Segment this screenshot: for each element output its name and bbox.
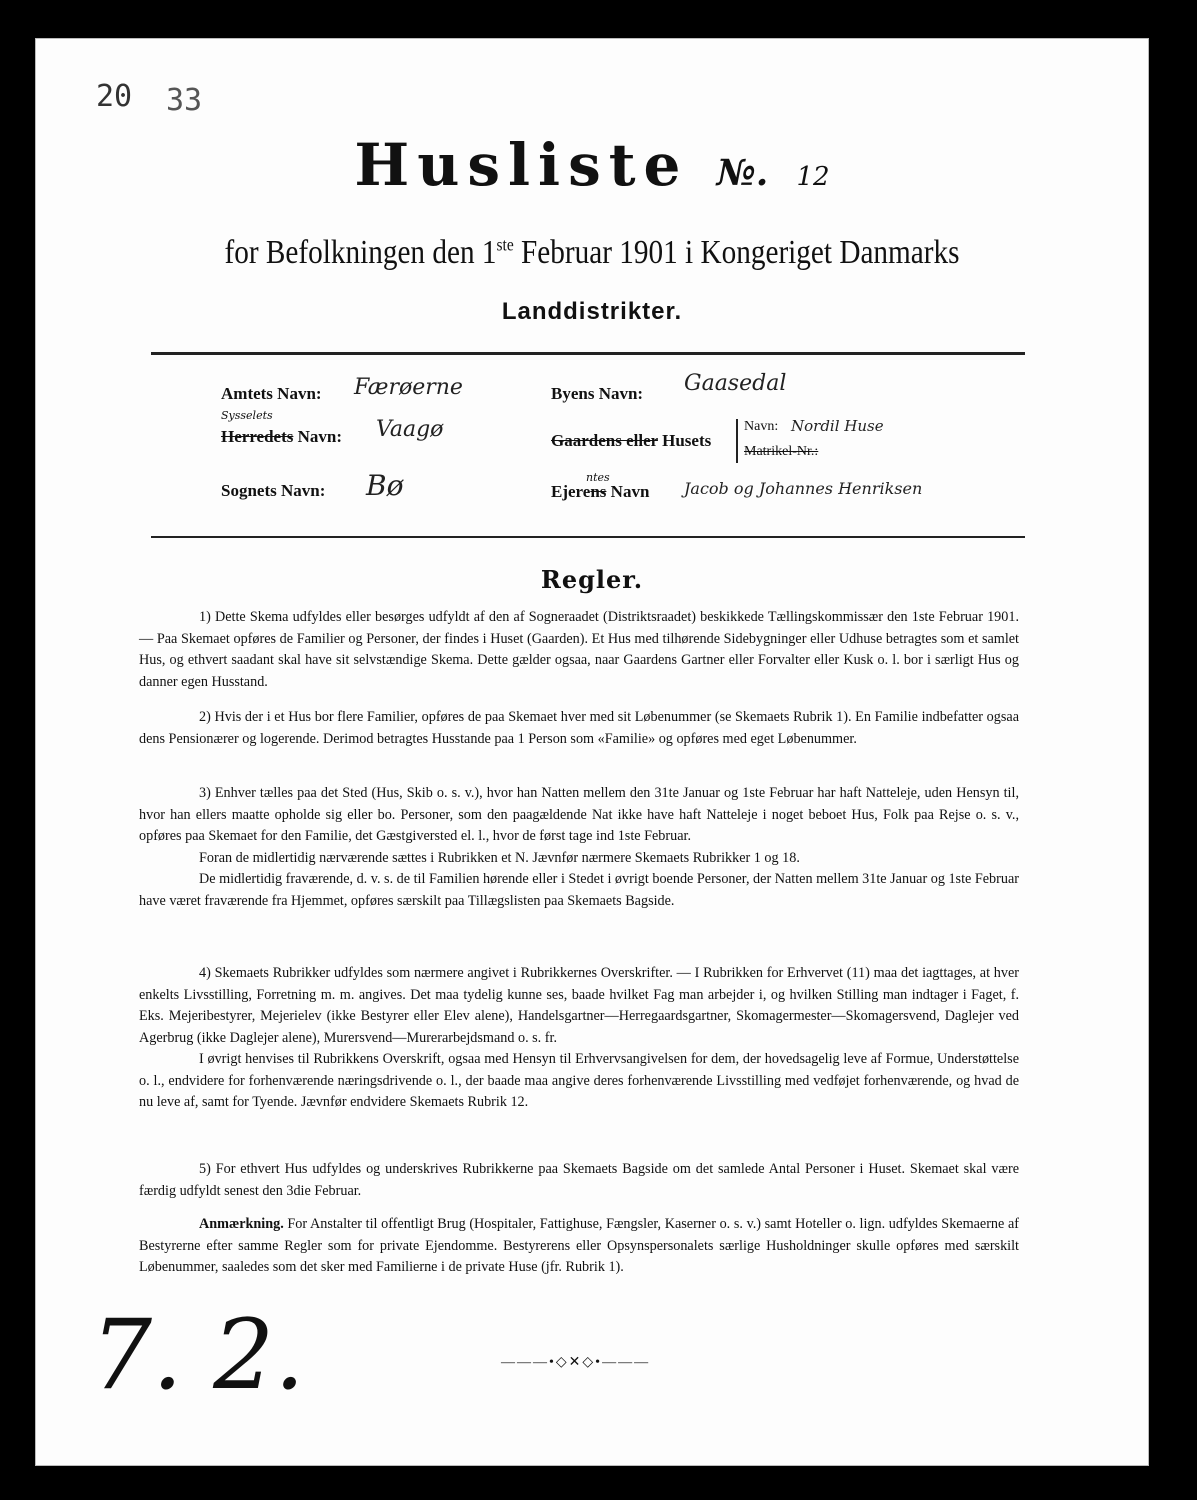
amt-label: Amtets Navn: bbox=[221, 384, 322, 403]
archive-number-left: 20 bbox=[96, 79, 133, 114]
ejer-value: Jacob og Johannes Henriksen bbox=[684, 479, 923, 498]
rule-1-text: 1) Dette Skema udfyldes eller besørges udfyldt af den af Sogneraadet (Distriktsraadet) beskikkede Tællingskommissær den 1ste Februar 1901. — Paa Skemaet opføres de Familier og Personer, der findes i Huset (Gaarden). Et Hus med tilhørende Sidebygninger eller Udhuse betragtes som et samlet Hus, og ethvert saadant skal have sit selvstændige Skema. Dette gælder ogsaa, naar Gaardens Gartner eller Forvalter eller Kusk o. l. bor i særligt Hus og danner egen Husstand. bbox=[139, 609, 1019, 690]
archive-number-right: 33 bbox=[166, 83, 203, 118]
rule-4 bbox=[139, 963, 1019, 1114]
note-label: Anmærkning. bbox=[199, 1216, 284, 1232]
house-number: 12 bbox=[796, 162, 830, 192]
rule-5 bbox=[139, 1159, 1019, 1202]
sogn-value: Bø bbox=[366, 469, 404, 502]
ejer-label-b: Navn bbox=[606, 482, 650, 501]
top-divider bbox=[151, 352, 1025, 355]
herred-struck-text: Herredets bbox=[221, 427, 294, 446]
matrikel-label: Matrikel-Nr.: bbox=[744, 444, 819, 459]
title-text: Husliste bbox=[354, 131, 689, 199]
ejer-label bbox=[551, 482, 649, 502]
rule-4-text-a: 4) Skemaets Rubrikker udfyldes som nærmere angivet i Rubrikkernes Overskrifter. — I Rubrikken for Erhvervet (11) maa det iagttages, at hver enkelts Livsstilling, Forretning m. m. angives. Det maa tydelig kunne ses, baade hvilket Fag man arbejder i, og hvilken Stilling man indtager i Faget, f. Eks. Mejeribestyrer, Mejerielev (ikke Bestyrer eller Elev alene), Handelsgartner—Herregaardsgartner, Skomagermester—Skomagersvend, Daglejer ved Agerbrug (ikke Daglejer alene), Murersvend—Murerarbejdsmand o. s. fr. bbox=[139, 965, 1019, 1046]
rule-4-text-b: I øvrigt henvises til Rubrikkens Overskrift, ogsaa med Hensyn til Erhvervsangivelsen for dem, der hovedsagelig leve af Formue, Understøttelse o. l., endvidere for forhenværende næringsdrivende o. l., der baade maa angive deres forhenværende Livsstilling med vedføjet forhenværende, og hvad de nu leve af, samt for Tyende. Jævnfør endvidere Skemaets Rubrik 12. bbox=[139, 1051, 1019, 1110]
sogn-label: Sognets Navn: bbox=[221, 481, 326, 500]
herred-label-text: Navn: bbox=[293, 427, 343, 446]
form-title bbox=[36, 131, 1148, 199]
subtitle-sup: ste bbox=[496, 234, 514, 255]
ejer-correction: ntes bbox=[586, 471, 610, 484]
rule-2 bbox=[139, 707, 1019, 750]
rule-3-text-a: 3) Enhver tælles paa det Sted (Hus, Skib o. s. v.), hvor han Natten mellem den 31te Januar og 1ste Februar har haft Natteleje, uden Hensyn til, hvor han ellers maatte opholde sig eller bo. Personer, som den paagældende Nat ikke have haft Natteleje i noget beboet Hus, Folk paa Rejse o. s. v., opføres paa Skemaet for den Familie, det Gæstgiversted el. l., hvor de først tage ind 1ste Februar. bbox=[139, 785, 1019, 844]
herred-label bbox=[221, 427, 342, 447]
note bbox=[139, 1214, 1019, 1279]
by-value: Gaasedal bbox=[684, 371, 787, 396]
husets-bracket bbox=[736, 419, 738, 463]
rule-3-text-c: De midlertidig fraværende, d. v. s. de til Familien hørende eller i Stedet i øvrigt boende Personer, der Natten mellem 31te Januar og 1ste Februar have været fraværende fra Hjemmet, opføres særskilt paa Tillægslisten paa Skemaets Bagside. bbox=[139, 871, 1019, 909]
census-form-page bbox=[35, 38, 1149, 1466]
ejer-label-a: Ejere bbox=[551, 482, 591, 501]
ejer-struck-text: ns bbox=[590, 482, 607, 501]
herred-value: Vaagø bbox=[376, 417, 444, 442]
navn-value: Nordil Huse bbox=[791, 417, 884, 435]
gaard-struck-text: Gaardens eller bbox=[551, 431, 658, 450]
rule-3 bbox=[139, 783, 1019, 912]
gaard-label bbox=[551, 431, 711, 451]
ornament-divider: ———•◇✕◇•——— bbox=[501, 1355, 651, 1370]
handwritten-mark: 7. 2. bbox=[91, 1299, 305, 1411]
subtitle-part-a: for Befolkningen den 1 bbox=[224, 234, 497, 271]
rule-3-text-b: Foran de midlertidig nærværende sættes i Rubrikken et N. Jævnfør nærmere Skemaets Rubrikker 1 og 18. bbox=[199, 849, 800, 866]
amt-value: Færøerne bbox=[354, 375, 463, 400]
district-heading: Landdistrikter. bbox=[501, 298, 683, 325]
subtitle-part-b: Februar 1901 i Kongeriget Danmarks bbox=[513, 234, 960, 271]
gaard-label-text: Husets bbox=[657, 431, 712, 450]
rule-5-text: 5) For ethvert Hus udfyldes og underskrives Rubrikkerne paa Skemaets Bagside om det samlede Antal Personer i Huset. Skemaet skal være færdig udfyldt senest den 3die Februar. bbox=[139, 1161, 1019, 1199]
rule-1 bbox=[139, 607, 1019, 693]
herred-correction: Sysselets bbox=[221, 409, 273, 422]
navn-label: Navn: bbox=[744, 419, 779, 434]
rule-2-text: 2) Hvis der i et Hus bor flere Familier, opføres de paa Skemaet hver med sit Løbenummer (se Skemaets Rubrik 1). En Familie indbefatter ogsaa dens Pensionærer og logerende. Derimod betragtes Husstande paa 1 Person som «Familie» og opføres med eget Løbenummer. bbox=[139, 709, 1019, 747]
number-label: №. bbox=[716, 152, 769, 194]
by-label: Byens Navn: bbox=[551, 384, 644, 403]
rules-heading: Regler. bbox=[540, 565, 644, 594]
form-subtitle bbox=[114, 234, 1070, 272]
bottom-divider bbox=[151, 536, 1025, 538]
note-body: For Anstalter til offentligt Brug (Hospitaler, Fattighuse, Fængsler, Kaserner o. s. v.) samt Hoteller o. lign. udfyldes Skemaerne af Bestyrerne efter samme Regler som for private Ejendomme. Bestyrerens eller Opsynspersonalets særlige Husholdninger skulle opføres med særskilt Løbenummer, saaledes som det sker med Familierne i de private Huse (jfr. Rubrik 1). bbox=[139, 1216, 1019, 1275]
note-text bbox=[139, 1214, 1019, 1279]
